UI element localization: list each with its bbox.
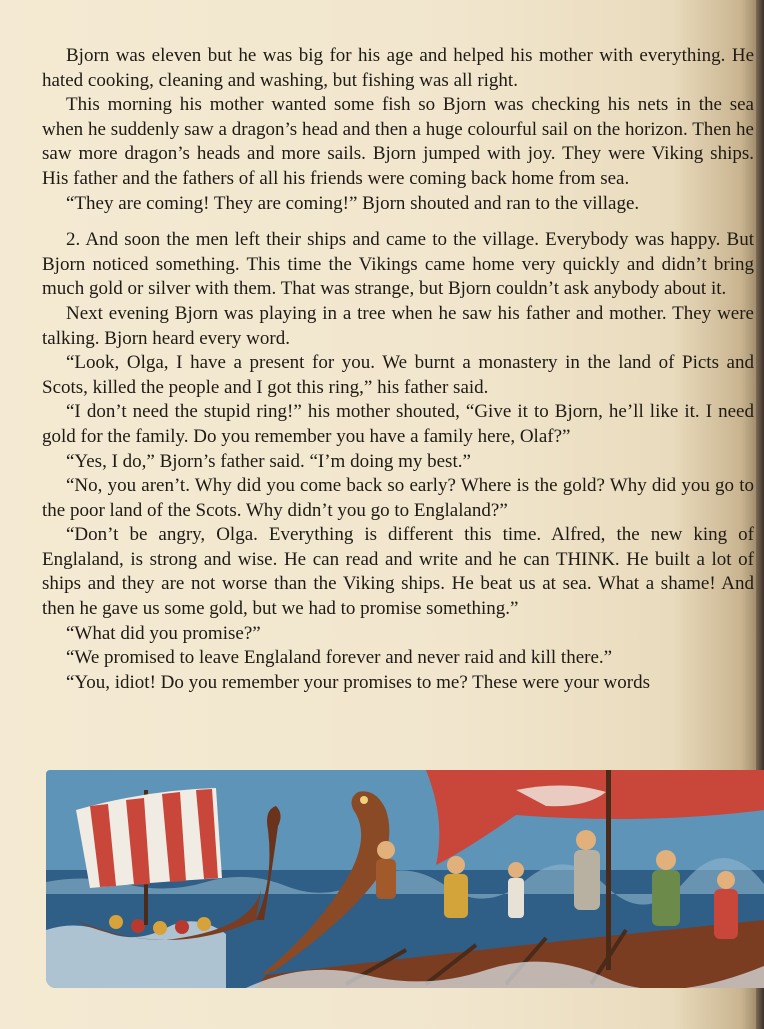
paragraph-5: Next evening Bjorn was playing in a tree when he saw his father and mother. They were talking. Bjorn heard every word. xyxy=(42,302,754,349)
paragraph-2: This morning his mother wanted some fish so Bjorn was checking his nets in the sea when he suddenly saw a dragon’s head and then a huge colourful sail on the horizon. Then he saw more dragon’s heads and more sails. Bjorn jumped with joy. They were Viking ships. His father and the fathers of all his friends were coming back home from sea. xyxy=(42,94,754,189)
paragraph-4: 2. And soon the men left their ships and came to the village. Everybody was happy. But Bjorn noticed something. This time the Vikings came home very quickly and didn’t bring much gold or silver with them. That was strange, but Bjorn couldn’t ask anybody about it. xyxy=(42,229,754,300)
story-text xyxy=(42,44,754,695)
shield xyxy=(153,921,167,935)
paragraph-11: “What did you promise?” xyxy=(66,622,261,644)
dragon-eye xyxy=(360,796,368,804)
main-ship-mast xyxy=(606,770,611,970)
paragraph-13: “You, idiot! Do you remember your promises to me? These were your words xyxy=(66,671,650,693)
illustration-drawing xyxy=(46,770,764,988)
shield xyxy=(197,917,211,931)
paragraph-6: “Look, Olga, I have a present for you. We burnt a monastery in the land of Picts and Scots, killed the people and I got this ring,” his father said. xyxy=(42,352,754,398)
paragraph-12: “We promised to leave Englaland forever and never raid and kill there.” xyxy=(66,647,613,669)
shield xyxy=(131,919,145,933)
paragraph-1: Bjorn was eleven but he was big for his age and helped his mother with everything. He hated cooking, cleaning and washing, but fishing was all right. xyxy=(42,45,754,91)
paragraph-8: “Yes, I do,” Bjorn’s father said. “I’m doing my best.” xyxy=(66,450,471,472)
paragraph-7: “I don’t need the stupid ring!” his mother shouted, “Give it to Bjorn, he’ll like it. I need gold for the family. Do you remember you have a family here, Olaf?” xyxy=(42,401,754,447)
paragraph-9: “No, you aren’t. Why did you come back so early? Where is the gold? Why did you go to the poor land of the Scots. Why didn’t you go to Englaland?” xyxy=(42,475,754,521)
paragraph-3: “They are coming! They are coming!” Bjorn shouted and ran to the village. xyxy=(66,192,640,214)
shield xyxy=(175,920,189,934)
viking-ships-illustration xyxy=(46,770,764,988)
shield xyxy=(109,915,123,929)
paragraph-10: “Don’t be angry, Olga. Everything is different this time. Alfred, the new king of Englaland, is strong and wise. He can read and write and he can THINK. He built a lot of ships and they are not worse than the Viking ships. He beat us at sea. What a shame! And then he gave us some gold, but we had to promise something.” xyxy=(42,524,754,620)
